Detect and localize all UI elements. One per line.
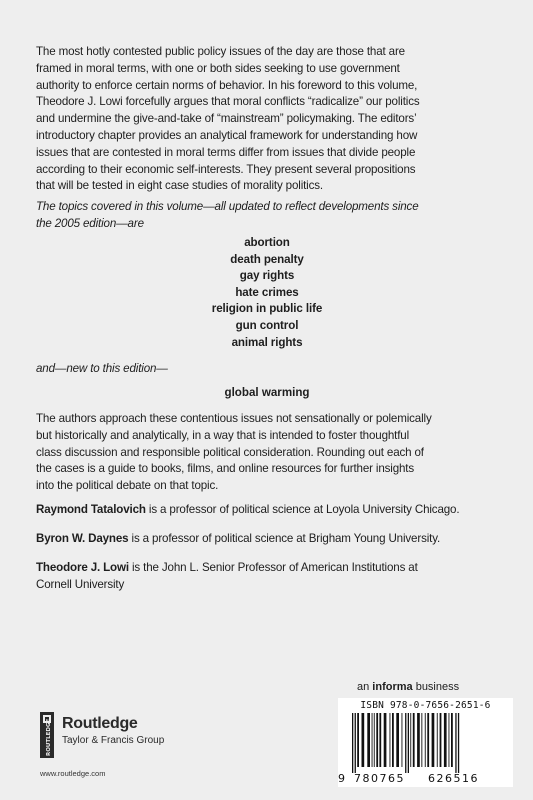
informa-business-label	[357, 681, 459, 693]
author-name: Theodore J. Lowi	[36, 561, 129, 574]
barcode-bar	[421, 713, 422, 767]
new-edition-intro: and—new to this edition—	[36, 362, 168, 375]
informa-prefix: an	[357, 681, 373, 693]
author-description-line: Cornell University	[36, 577, 125, 591]
author-description: is a professor of political science at Brigham Young University.	[128, 532, 441, 545]
routledge-logo-icon	[40, 712, 54, 758]
barcode-bar	[362, 713, 365, 767]
barcode-bar	[357, 713, 359, 767]
publisher-group: Taylor & Francis Group	[62, 735, 165, 746]
new-topic: global warming	[224, 386, 310, 399]
barcode-bar	[410, 713, 411, 767]
description-line: that will be tested in eight case studies of morality politics.	[36, 179, 323, 193]
barcode-bars-icon	[346, 713, 505, 773]
barcode-bar	[355, 713, 356, 773]
barcode-bar	[372, 713, 373, 767]
author-name: Raymond Tatalovich	[36, 503, 146, 516]
topic-item: gay rights	[239, 269, 295, 283]
barcode-bar	[417, 713, 420, 767]
barcode-bar	[432, 713, 435, 767]
author-bio	[36, 502, 498, 519]
barcode-bar	[413, 713, 415, 767]
approach-line: The authors approach these contentious issues not sensationally or polemically	[36, 412, 432, 425]
approach-line: but historically and analytically, in a way that is intended to foster thoughtful	[36, 428, 410, 442]
description-line: issues that are contested in moral terms differ from issues that divide people	[36, 145, 416, 159]
topics-intro-line: the 2005 edition—are	[36, 216, 144, 230]
description-paragraph	[36, 44, 498, 195]
approach-line: class discussion and responsible political consideration. Rounding out each of	[36, 445, 424, 459]
barcode-bar	[402, 713, 403, 767]
description-line: introductory chapter provides an analytical framework for understanding how	[36, 128, 418, 142]
description-line: authority to enforce certain norms of behavior. In his foreword to this volume,	[36, 78, 418, 92]
barcode-bar	[392, 713, 394, 767]
author-description: is the John L. Senior Professor of American Institutions at	[128, 561, 418, 574]
barcode-digit-first: 9	[338, 772, 345, 785]
barcode-bar	[444, 713, 447, 767]
topic-item: animal rights	[231, 335, 303, 349]
barcode-bar	[352, 713, 353, 773]
isbn-label: ISBN 978-0-7656-2651-6	[360, 700, 491, 711]
topic-item: abortion	[244, 236, 290, 249]
topics-intro	[36, 199, 498, 233]
barcode-bar	[458, 713, 459, 773]
barcode-digits-right: 626516	[428, 772, 479, 785]
barcode-bar	[451, 713, 453, 767]
informa-brand: informa	[372, 681, 413, 693]
logo-vertical-text: ROUTLEDGE	[46, 718, 52, 756]
barcode-bar	[376, 713, 378, 767]
barcode-bar	[408, 713, 409, 773]
barcode-digits-left: 780765	[354, 772, 405, 785]
barcode-bar	[384, 713, 387, 767]
topic-item: religion in public life	[211, 302, 323, 316]
barcode-bar	[440, 713, 442, 767]
author-bio	[36, 531, 498, 548]
barcode-bar	[449, 713, 450, 767]
barcode-bar	[367, 713, 370, 767]
barcode-bar	[379, 713, 381, 767]
topic-item: death penalty	[230, 252, 304, 266]
approach-paragraph	[36, 411, 498, 495]
topic-item: gun control	[235, 318, 299, 332]
description-line: The most hotly contested public policy issues of the day are those that are	[36, 45, 405, 58]
approach-line: the cases is a guide to books, films, and online resources for further insights	[36, 462, 415, 476]
author-bio	[36, 560, 498, 594]
topics-list	[36, 235, 498, 351]
publisher-url: www.routledge.com	[40, 769, 106, 778]
description-line: according to their economic self-interests. They present several propositions	[36, 162, 416, 176]
author-name: Byron W. Daynes	[36, 532, 129, 545]
barcode-bar	[390, 713, 391, 767]
barcode-bar	[427, 713, 429, 767]
description-line: Theodore J. Lowi forcefully argues that moral conflicts “radicalize” our politics	[36, 95, 420, 109]
barcode-bar	[437, 713, 438, 767]
description-line: and undermine the give-and-take of “mainstream” policymaking. The editors’	[36, 112, 417, 126]
topic-item: hate crimes	[235, 285, 299, 299]
barcode-bar	[455, 713, 456, 773]
barcode-bar	[396, 713, 399, 767]
informa-suffix: business	[412, 681, 460, 693]
barcode-bar	[425, 713, 426, 767]
isbn-barcode	[338, 698, 513, 787]
barcode-bar	[405, 713, 406, 773]
barcode-bar	[374, 713, 375, 767]
author-description: is a professor of political science at Loyola University Chicago.	[145, 503, 460, 516]
approach-line: into the political debate on that topic.	[36, 479, 219, 493]
topics-intro-line: The topics covered in this volume—all updated to reflect developments since	[36, 200, 419, 213]
publisher-name: Routledge	[62, 715, 138, 732]
description-line: framed in moral terms, with one or both sides seeking to use government	[36, 61, 400, 75]
